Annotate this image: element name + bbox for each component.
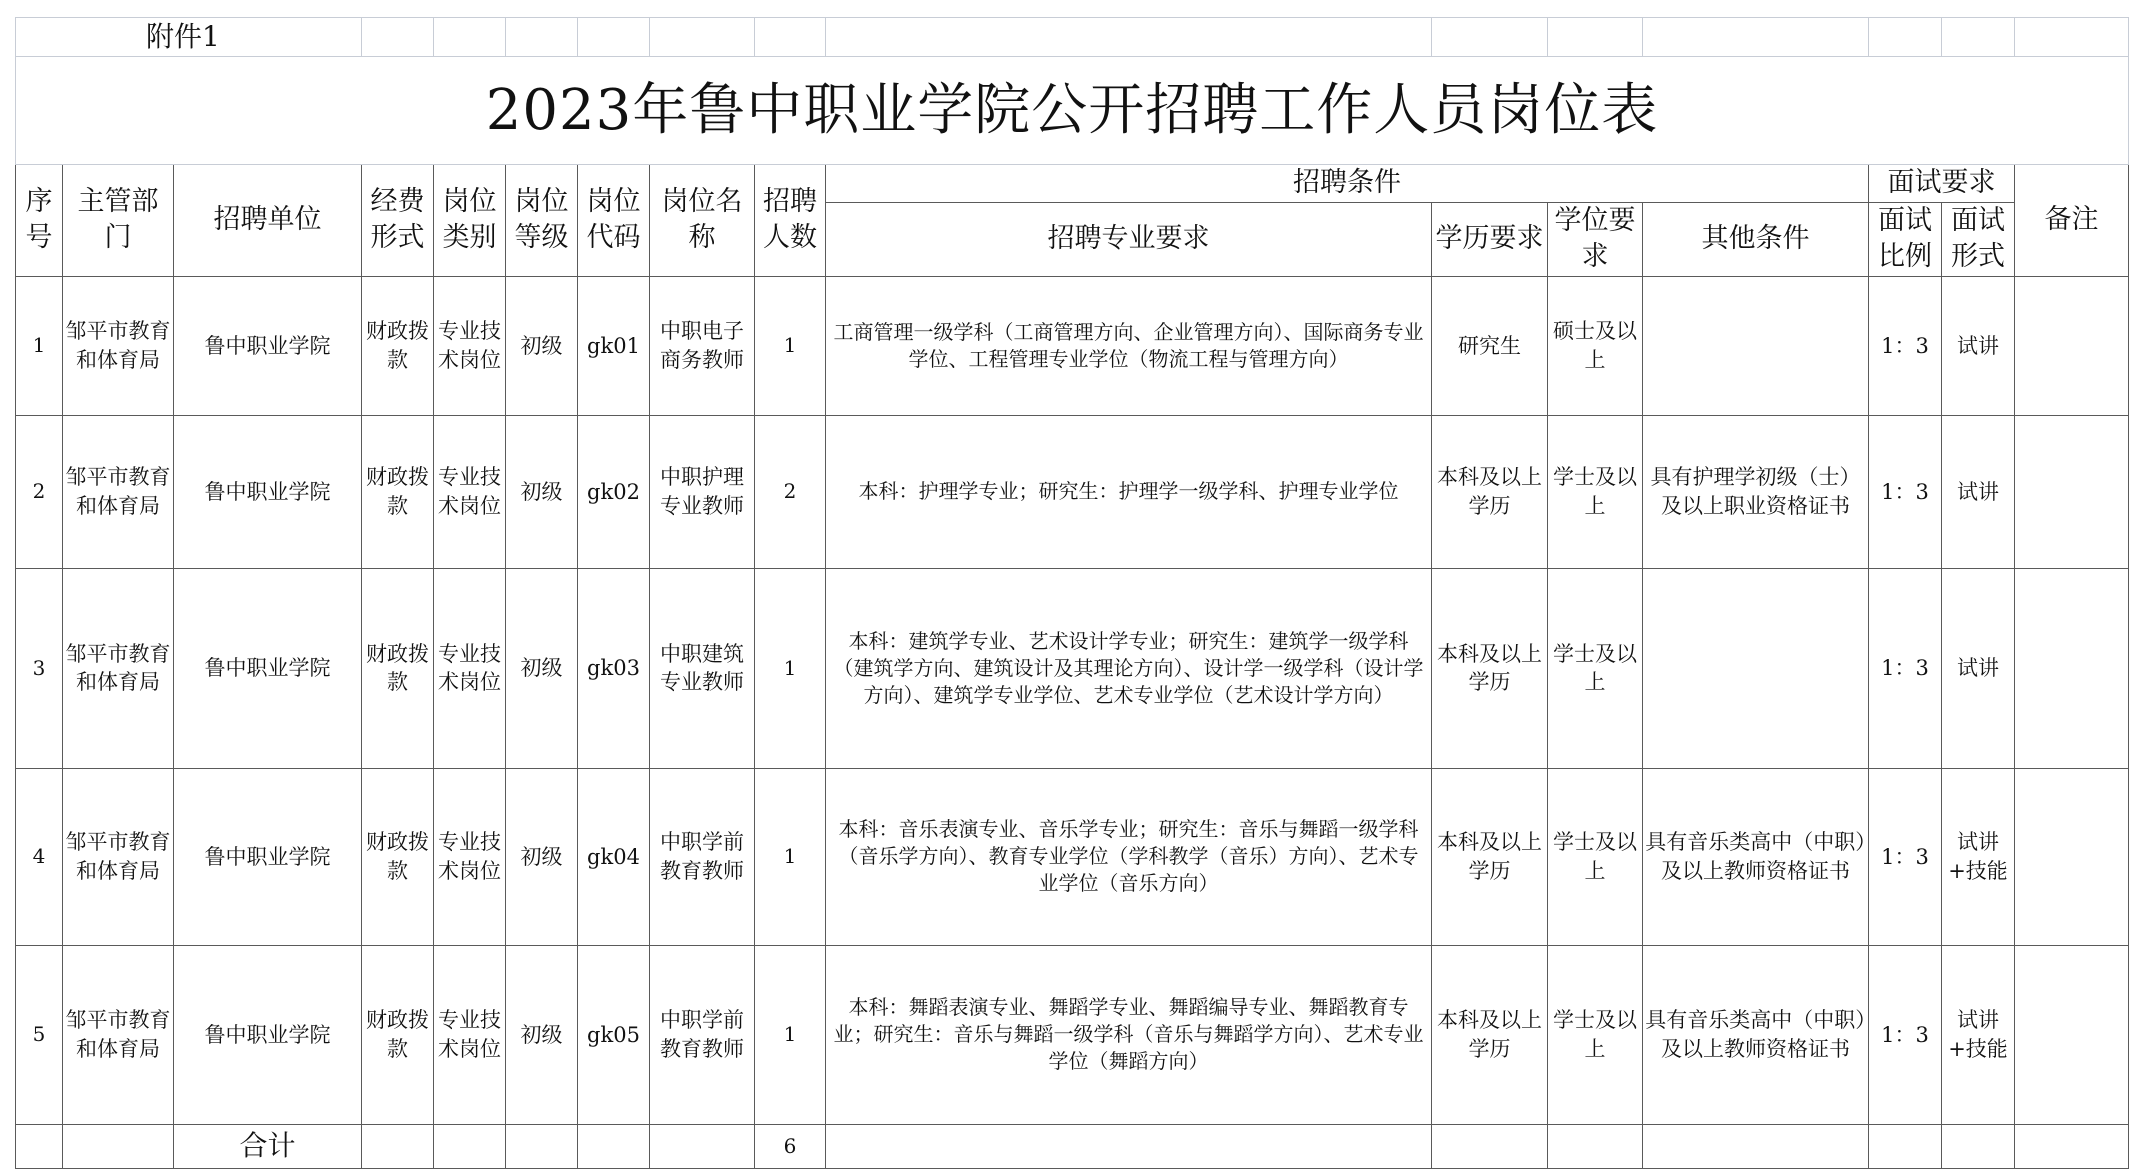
- header-ratio: 面试比例: [1869, 202, 1942, 276]
- header-post-name: 岗位名称: [650, 164, 755, 276]
- cell-post-name: 中职学前教育教师: [650, 945, 755, 1124]
- cell-education: 研究生: [1432, 276, 1548, 415]
- cell-code: gk04: [578, 768, 650, 945]
- table-row: [16, 768, 2129, 945]
- cell-dept: 邹平市教育和体育局: [63, 945, 174, 1124]
- cell-unit: 鲁中职业学院: [174, 768, 362, 945]
- header-major: 招聘专业要求: [826, 202, 1432, 276]
- cell-level: 初级: [506, 768, 578, 945]
- cell-education: 本科及以上学历: [1432, 768, 1548, 945]
- cell-remark: [2015, 276, 2129, 415]
- total-count: 6: [755, 1124, 826, 1168]
- cell-degree: 硕士及以上: [1548, 276, 1643, 415]
- header-count: 招聘人数: [755, 164, 826, 276]
- cell-remark: [2015, 768, 2129, 945]
- cell-ratio: 1：3: [1869, 568, 1942, 768]
- cell-category: 专业技术岗位: [434, 276, 506, 415]
- cell-level: 初级: [506, 415, 578, 568]
- cell-form: 试讲: [1942, 276, 2015, 415]
- attachment-label: 附件1: [16, 18, 362, 57]
- cell-other: [1643, 276, 1869, 415]
- cell-form: 试讲+技能: [1942, 768, 2015, 945]
- header-degree: 学位要求: [1548, 202, 1643, 276]
- cell-seq: 2: [16, 415, 63, 568]
- cell-major: 本科：护理学专业；研究生：护理学一级学科、护理专业学位: [826, 415, 1432, 568]
- cell-code: gk05: [578, 945, 650, 1124]
- header-form: 面试形式: [1942, 202, 2015, 276]
- cell-unit: 鲁中职业学院: [174, 276, 362, 415]
- cell-form: 试讲+技能: [1942, 945, 2015, 1124]
- cell-count: 1: [755, 945, 826, 1124]
- cell-category: 专业技术岗位: [434, 945, 506, 1124]
- recruitment-table: [15, 17, 2129, 1169]
- cell-degree: 学士及以上: [1548, 945, 1643, 1124]
- table-row: [16, 276, 2129, 415]
- header-interview-group: 面试要求: [1869, 164, 2015, 202]
- cell-level: 初级: [506, 945, 578, 1124]
- cell-seq: 1: [16, 276, 63, 415]
- header-seq: 序号: [16, 164, 63, 276]
- cell-post-name: 中职电子商务教师: [650, 276, 755, 415]
- cell-dept: 邹平市教育和体育局: [63, 568, 174, 768]
- cell-count: 1: [755, 768, 826, 945]
- page-title: 2023年鲁中职业学院公开招聘工作人员岗位表: [16, 56, 2129, 164]
- cell-seq: 4: [16, 768, 63, 945]
- cell-remark: [2015, 415, 2129, 568]
- cell-form: 试讲: [1942, 415, 2015, 568]
- cell-ratio: 1：3: [1869, 945, 1942, 1124]
- cell-count: 1: [755, 568, 826, 768]
- cell-post-name: 中职学前教育教师: [650, 768, 755, 945]
- header-category: 岗位类别: [434, 164, 506, 276]
- cell-category: 专业技术岗位: [434, 768, 506, 945]
- cell-code: gk01: [578, 276, 650, 415]
- header-education: 学历要求: [1432, 202, 1548, 276]
- cell-dept: 邹平市教育和体育局: [63, 276, 174, 415]
- cell-other: [1643, 568, 1869, 768]
- cell-post-name: 中职建筑专业教师: [650, 568, 755, 768]
- header-conditions-group: 招聘条件: [826, 164, 1869, 202]
- cell-count: 2: [755, 415, 826, 568]
- cell-degree: 学士及以上: [1548, 568, 1643, 768]
- cell-other: 具有护理学初级（士）及以上职业资格证书: [1643, 415, 1869, 568]
- cell-count: 1: [755, 276, 826, 415]
- header-code: 岗位代码: [578, 164, 650, 276]
- cell-post-name: 中职护理专业教师: [650, 415, 755, 568]
- table-row: [16, 415, 2129, 568]
- attachment-row: [16, 18, 2129, 57]
- cell-funding: 财政拨款: [362, 415, 434, 568]
- cell-remark: [2015, 945, 2129, 1124]
- cell-major: 本科：舞蹈表演专业、舞蹈学专业、舞蹈编导专业、舞蹈教育专业；研究生：音乐与舞蹈一级学科（音乐与舞蹈学方向）、艺术专业学位（舞蹈方向）: [826, 945, 1432, 1124]
- cell-degree: 学士及以上: [1548, 415, 1643, 568]
- cell-remark: [2015, 568, 2129, 768]
- cell-degree: 学士及以上: [1548, 768, 1643, 945]
- cell-category: 专业技术岗位: [434, 568, 506, 768]
- cell-ratio: 1：3: [1869, 415, 1942, 568]
- cell-unit: 鲁中职业学院: [174, 945, 362, 1124]
- cell-education: 本科及以上学历: [1432, 415, 1548, 568]
- header-level: 岗位等级: [506, 164, 578, 276]
- header-remark: 备注: [2015, 164, 2129, 276]
- cell-funding: 财政拨款: [362, 568, 434, 768]
- cell-education: 本科及以上学历: [1432, 568, 1548, 768]
- cell-ratio: 1：3: [1869, 768, 1942, 945]
- cell-major: 工商管理一级学科（工商管理方向、企业管理方向）、国际商务专业学位、工程管理专业学位（物流工程与管理方向）: [826, 276, 1432, 415]
- header-other: 其他条件: [1643, 202, 1869, 276]
- cell-category: 专业技术岗位: [434, 415, 506, 568]
- cell-seq: 3: [16, 568, 63, 768]
- cell-unit: 鲁中职业学院: [174, 568, 362, 768]
- cell-unit: 鲁中职业学院: [174, 415, 362, 568]
- header-funding: 经费形式: [362, 164, 434, 276]
- table-row: [16, 568, 2129, 768]
- cell-code: gk03: [578, 568, 650, 768]
- cell-funding: 财政拨款: [362, 276, 434, 415]
- total-label: 合计: [174, 1124, 362, 1168]
- cell-other: 具有音乐类高中（中职）及以上教师资格证书: [1643, 945, 1869, 1124]
- cell-code: gk02: [578, 415, 650, 568]
- cell-level: 初级: [506, 276, 578, 415]
- cell-education: 本科及以上学历: [1432, 945, 1548, 1124]
- cell-form: 试讲: [1942, 568, 2015, 768]
- title-row: [16, 56, 2129, 164]
- cell-funding: 财政拨款: [362, 945, 434, 1124]
- cell-dept: 邹平市教育和体育局: [63, 768, 174, 945]
- cell-seq: 5: [16, 945, 63, 1124]
- cell-major: 本科：音乐表演专业、音乐学专业；研究生：音乐与舞蹈一级学科（音乐学方向）、教育专业学位（学科教学（音乐）方向）、艺术专业学位（音乐方向）: [826, 768, 1432, 945]
- cell-dept: 邹平市教育和体育局: [63, 415, 174, 568]
- cell-funding: 财政拨款: [362, 768, 434, 945]
- header-row-1: [16, 164, 2129, 202]
- total-row: [16, 1124, 2129, 1168]
- header-unit: 招聘单位: [174, 164, 362, 276]
- header-dept: 主管部门: [63, 164, 174, 276]
- cell-ratio: 1：3: [1869, 276, 1942, 415]
- cell-major: 本科：建筑学专业、艺术设计学专业；研究生：建筑学一级学科（建筑学方向、建筑设计及其理论方向）、设计学一级学科（设计学方向）、建筑学专业学位、艺术专业学位（艺术设计学方向）: [826, 568, 1432, 768]
- table-row: [16, 945, 2129, 1124]
- cell-other: 具有音乐类高中（中职）及以上教师资格证书: [1643, 768, 1869, 945]
- cell-level: 初级: [506, 568, 578, 768]
